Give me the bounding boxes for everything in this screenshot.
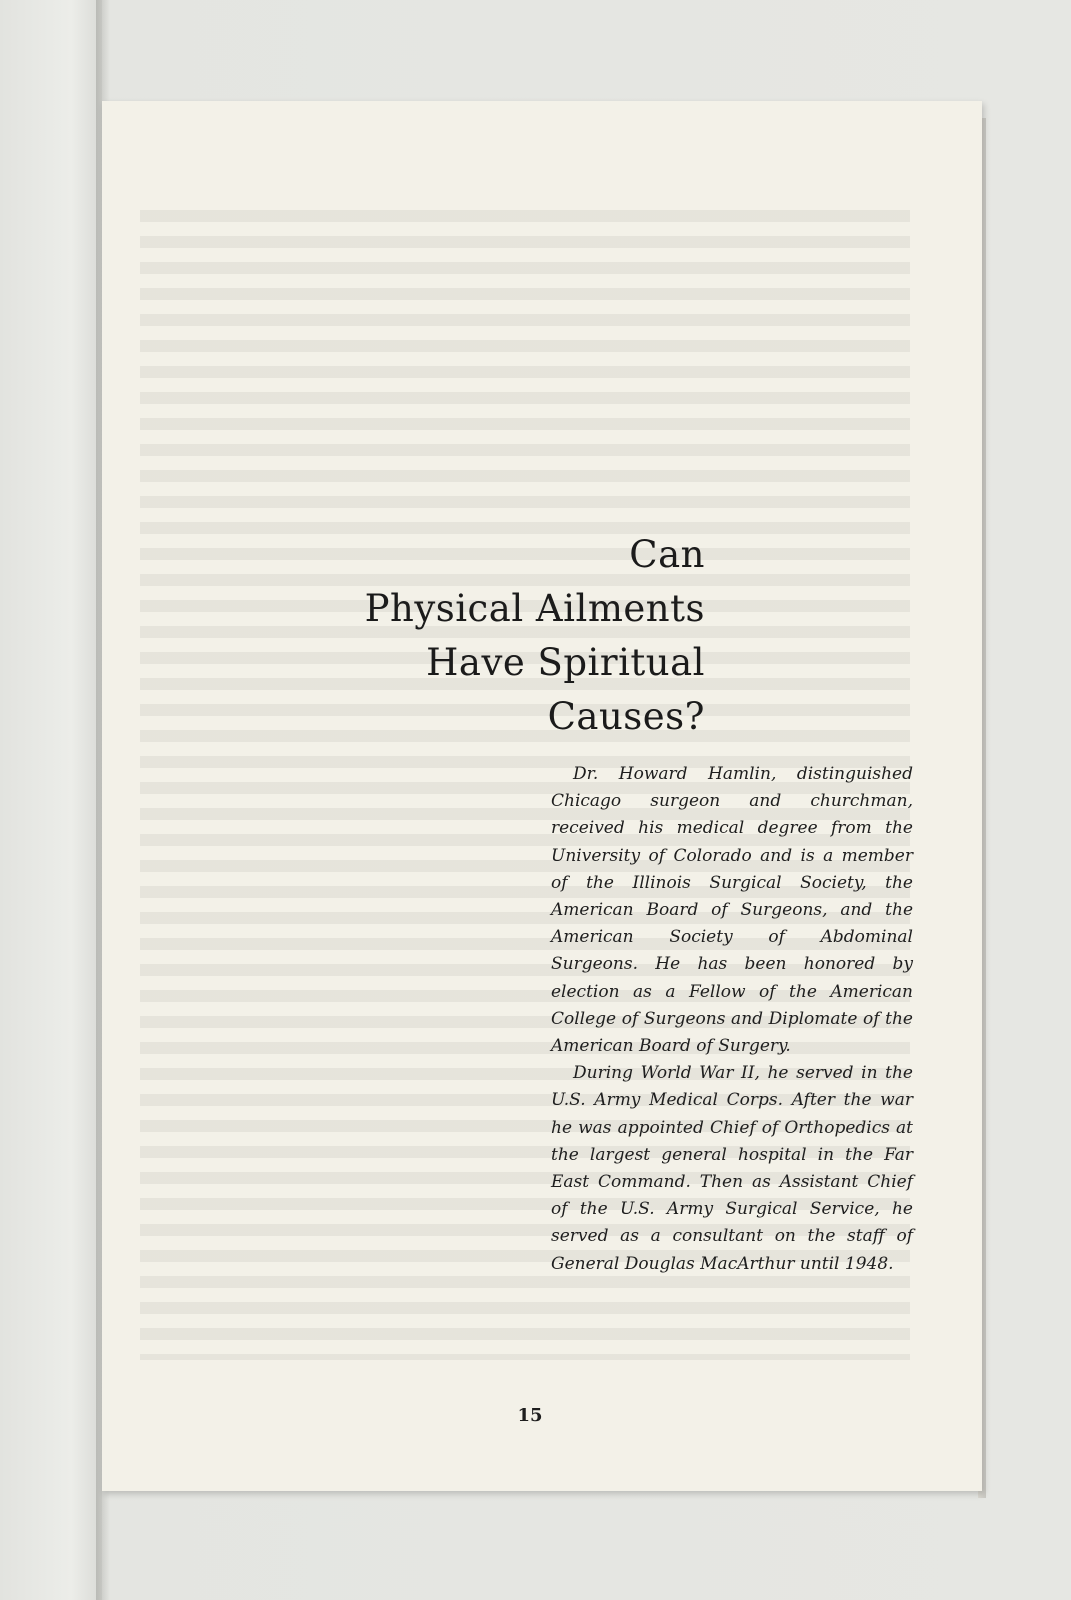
title-line: Have Spiritual xyxy=(426,641,705,684)
bio-paragraph: During World War II, he served in the U.S. Army Medical Corps. After the war he was appointed Chief of Orthopedics at the largest general hospital in the Far East Command. Then as Assistant Chief of the U.S. Army Surgical Service, he served as a consultant on the staff of General Douglas MacArthur until 1948. xyxy=(551,1063,913,1274)
author-bio xyxy=(551,761,913,1278)
bio-paragraph: Dr. Howard Hamlin, distinguished Chicago surgeon and churchman, received his medical degree from the University of Colorado and is a member of the Illinois Surgical Society, the American Board of Surgeons, and the American Society of Abdominal Surgeons. He has been honored by election as a Fellow of the American College of Surgeons and Diplomate of the American Board of Surgery. xyxy=(551,764,913,1057)
title-line: Causes? xyxy=(547,695,705,738)
page-number: 15 xyxy=(517,1405,543,1426)
article-title xyxy=(150,528,705,744)
left-page xyxy=(0,0,102,1600)
title-line: Physical Ailments xyxy=(364,587,705,630)
title-line: Can xyxy=(629,533,705,576)
